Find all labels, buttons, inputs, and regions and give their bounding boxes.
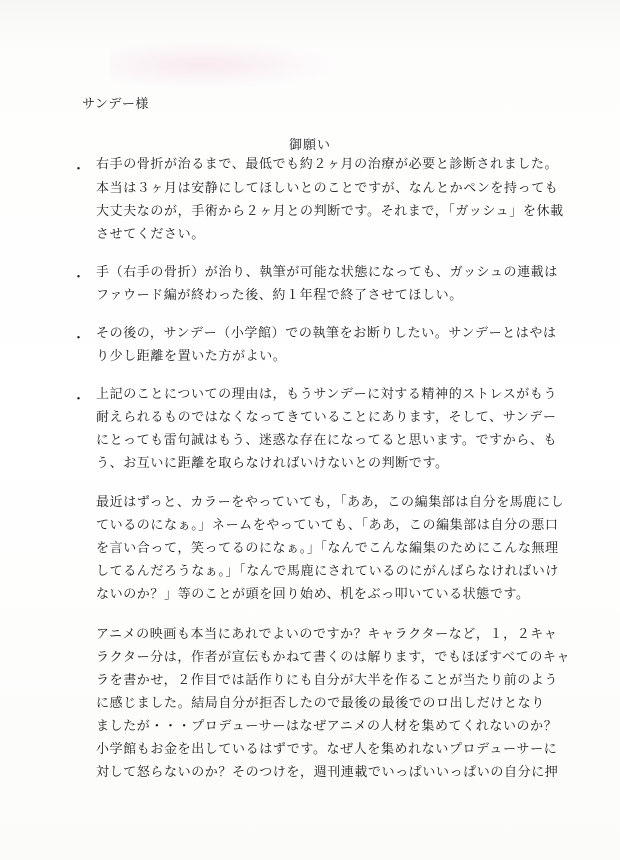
paragraph-1-line: ているのになぁ。」ネームをやっていても、「ああ，この編集部は自分の悪口: [96, 518, 559, 533]
bullet-2-line: 手（右手の骨折）が治り、執筆が可能な状態になっても、ガッシュの連載は: [96, 265, 558, 280]
paragraph-1-line: してるんだろうなぁ。」「なんで馬鹿にされているのにがんばらなければいけ: [96, 564, 560, 579]
bullet-4-line: にとっても雷句誠はもう、迷惑な存在になってると思います。ですから、も: [96, 433, 558, 448]
paper-smudge: [110, 40, 340, 90]
bullet-marker: ・: [72, 270, 86, 285]
paragraph-2-line: 小学館もお金を出しているはずです。なぜ人を集めれないプロデューサーに: [96, 742, 558, 757]
paragraph-2-line: ラを書かせ，２作目では話作りにも自分が大半を作ることが当たり前のよう: [96, 673, 559, 688]
bullet-3-line: り少し距離を置いた方がよい。: [96, 349, 287, 364]
paragraph-1-line: 最近はずっと、カラーをやっていても，「ああ，この編集部は自分を馬鹿にし: [96, 495, 565, 510]
bullet-marker: ・: [72, 331, 86, 346]
bullet-4-line: 耐えられるものではなくなってきていることにあります，そして、サンデー: [96, 410, 557, 425]
bullet-1-line: 大丈夫なのが，手術から２ヶ月との判断です。それまで，「ガッシュ」を休載: [96, 204, 564, 219]
bullet-2-line: ファウード編が終わった後、約１年程で終了させてほしい。: [96, 288, 463, 303]
bullet-marker: ・: [72, 392, 86, 407]
bullet-1-line: 本当は３ヶ月は安静にしてほしいとのことですが、なんとかペンを持っても: [96, 181, 559, 196]
paragraph-1-line: を言い合って，笑ってるのになぁ。」「なんでこんな編集のためにこんな無理: [96, 541, 559, 556]
paragraph-2-line: に感じました。結局自分が拒否したので最後の最後でのロ出しだけとなり: [96, 696, 545, 711]
paragraph-2-line: アニメの映画も本当にあれでよいのですか？キャラクターなど，１，２キャ: [96, 627, 558, 642]
bullet-1-line: 右手の骨折が治るまで、最低でも約２ヶ月の治療が必要と診断されました。: [96, 157, 559, 172]
bullet-3-line: その後の，サンデー（小学館）での執筆をお断りしたい。サンデーとはやは: [96, 326, 557, 341]
bullet-4-line: う、お互いに距離を取らなければいけないとの判断です。: [96, 456, 449, 471]
bullet-1-line: させてください。: [96, 227, 205, 242]
bullet-marker: ・: [72, 162, 86, 177]
paragraph-2-line: ましたが・・・プロデューサーはなぜアニメの人材を集めてくれないのか？: [96, 719, 558, 734]
paragraph-2-line: ラクター分は，作者が宣伝もかねて書くのは解ります，でもほぼすべてのキャ: [96, 650, 571, 665]
addressee: サンデー様: [82, 97, 149, 112]
bullet-4-line: 上記のことについての理由は，もうサンデーに対する精神的ストレスがもう: [96, 387, 558, 402]
document-title: 御願い: [288, 138, 331, 153]
paragraph-1-line: ないのか？」等のことが頭を回り始め、机をぶっ叩いている状態です。: [96, 587, 530, 602]
paragraph-2-line: 対して怒らないのか？そのつけを，週刊連載でいっぱいいっぱいの自分に押: [96, 765, 559, 780]
